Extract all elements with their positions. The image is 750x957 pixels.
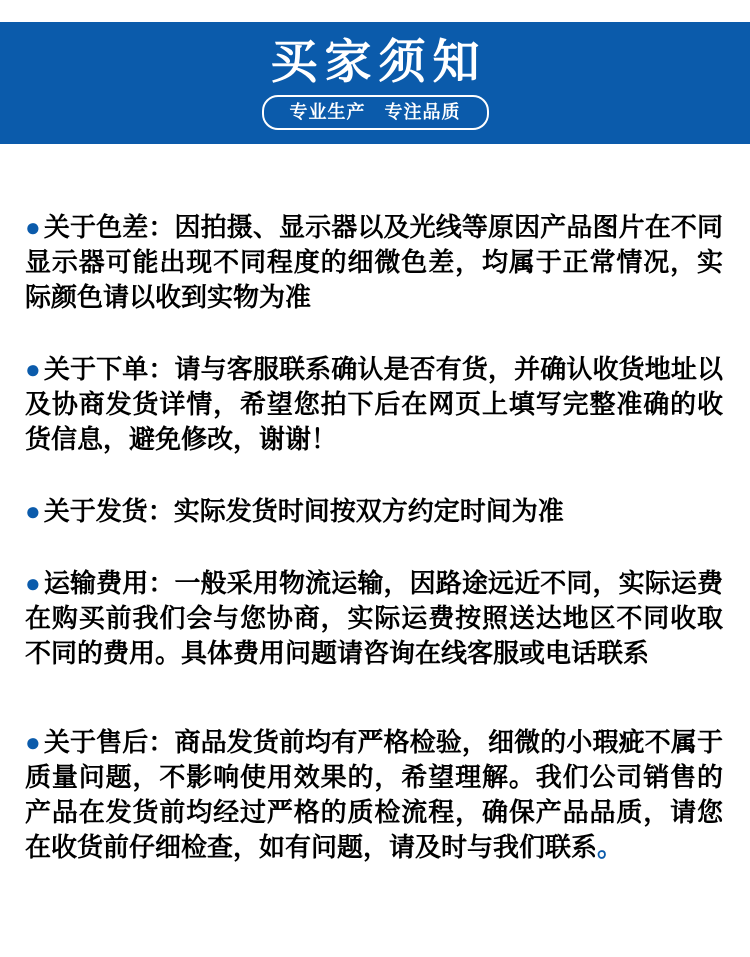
- notice-label: 关于色差：: [43, 212, 175, 242]
- bullet-icon: ●: [25, 354, 41, 384]
- notice-label: 运输费用：: [43, 568, 175, 598]
- subtitle-badge: 专业生产 专注品质: [262, 95, 489, 130]
- notice-text: 请与客服联系确认是否有货，并确认收货地址以及协商发货详情，希望您拍下后在网页上填写完整准确的收货信息，避免修改，谢谢！: [25, 354, 723, 454]
- notice-text-suffix: 。: [597, 832, 624, 862]
- notice-item-shipping-time: [25, 494, 723, 529]
- notice-item-ordering: [25, 352, 723, 457]
- buyer-notice-page: [0, 22, 750, 957]
- bullet-icon: ●: [25, 496, 41, 526]
- page-title: 买家须知: [270, 35, 487, 88]
- notice-text: 一般采用物流运输，因路途远近不同，实际运费在购买前我们会与您协商，实际运费按照送达地区不同收取不同的费用。具体费用问题请咨询在线客服或电话联系: [25, 568, 723, 668]
- bullet-icon: ●: [25, 212, 41, 242]
- notice-label: 关于发货：: [43, 496, 174, 526]
- header-banner: [0, 22, 750, 144]
- notice-item-after-sales: [25, 725, 723, 865]
- bullet-icon: ●: [25, 727, 41, 757]
- notice-text: 实际发货时间按双方约定时间为准: [173, 496, 564, 526]
- bullet-icon: ●: [25, 568, 41, 598]
- notice-text: 因拍摄、显示器以及光线等原因产品图片在不同显示器可能出现不同程度的细微色差，均属于正常情况，实际颜色请以收到实物为准: [25, 212, 723, 312]
- notice-item-freight-cost: [25, 566, 723, 671]
- notice-label: 关于下单：: [43, 354, 175, 384]
- notice-list: [0, 144, 750, 865]
- notice-item-color-difference: [25, 210, 723, 315]
- notice-text: 商品发货前均有严格检验，细微的小瑕疵不属于质量问题，不影响使用效果的，希望理解。我们公司销售的产品在发货前均经过严格的质检流程，确保产品品质，请您在收货前仔细检查，如有问题，请及时与我们联系: [25, 727, 723, 862]
- notice-label: 关于售后：: [43, 727, 175, 757]
